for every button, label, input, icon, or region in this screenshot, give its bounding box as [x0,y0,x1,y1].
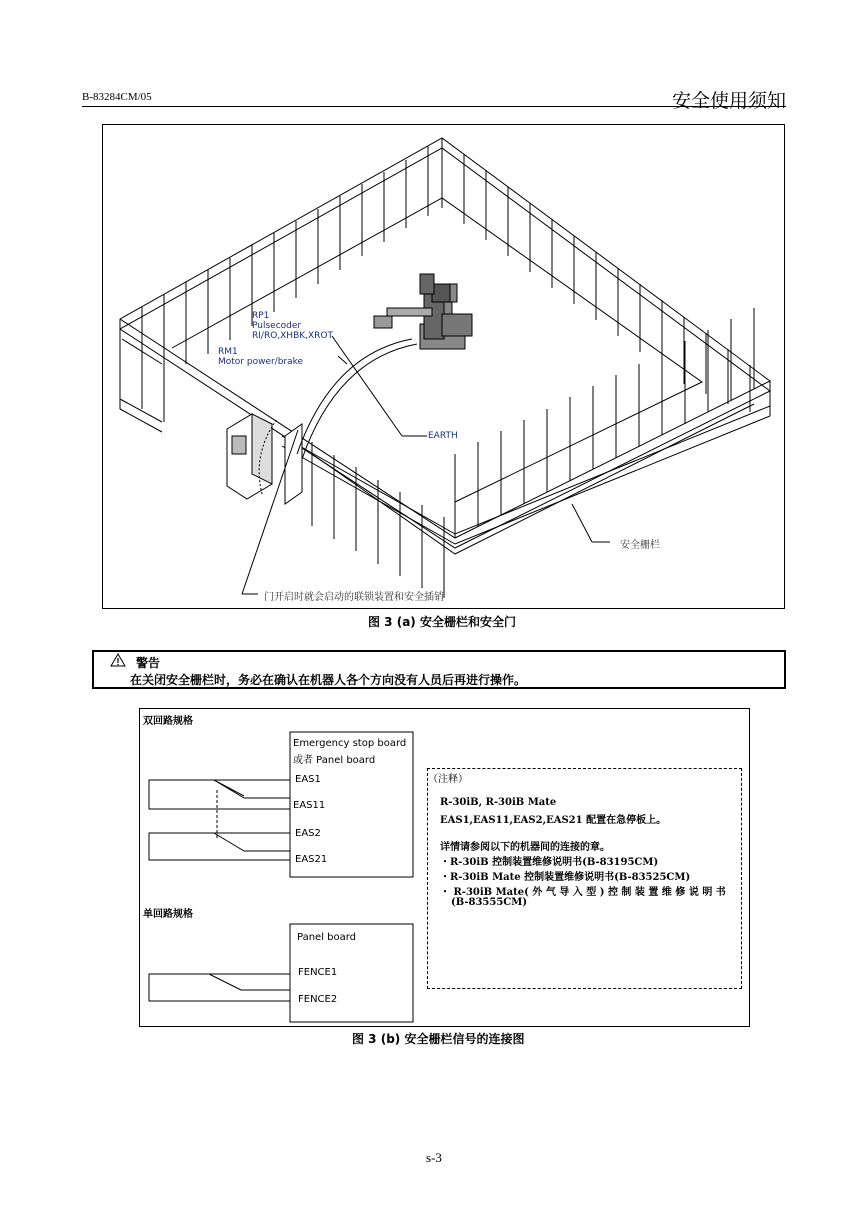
board2-title: Panel board [297,932,357,943]
board1-title: Emergency stop board [293,738,407,749]
warning-title: 警告 [136,656,161,670]
section-title: 安全使用须知 [671,90,786,112]
door-interlock-label: 门开启时就会启动的联锁装置和安全插销 [264,592,444,603]
note-line-7: (B-83555CM) [451,897,528,908]
pulsecoder-label: Pulsecoder [252,321,302,331]
rp1-signals-label: RI/RO,XHBK,XROT [252,331,334,341]
warning-text: 在关闭安全栅栏时，务必在确认在机器人各个方向没有人员后再进行操作。 [130,673,527,687]
figure-a-caption: 图 3 (a) 安全栅栏和安全门 [368,615,516,629]
eas2-label: EAS2 [295,828,321,839]
figure-b-caption: 图 3 (b) 安全栅栏信号的连接图 [352,1032,525,1046]
board1-subtitle: 或者 Panel board [293,755,376,766]
eas11-label: EAS11 [293,800,326,811]
note-line-1: R-30iB, R-30iB Mate [440,797,557,808]
note-title: （注释） [428,774,468,785]
rp1-label: RP1 [252,311,270,321]
motor-label: Motor power/brake [218,357,304,367]
note-line-2: EAS1,EAS11,EAS2,EAS21 配置在急停板上。 [440,815,667,826]
eas21-label: EAS21 [295,854,328,865]
eas1-label: EAS1 [295,774,321,785]
note-line-3: 详情请参阅以下的机器间的连接的章。 [440,842,610,853]
note-line-5: ・R-30iB Mate 控制装置维修说明书(B-83525CM) [440,872,691,883]
safety-fence-illustration [102,124,785,609]
document-number: B-83284CM/05 [82,91,152,103]
single-circuit-title: 单回路规格 [143,909,193,920]
rm1-label: RM1 [218,347,238,357]
page-number: s-3 [426,1150,442,1165]
earth-label: EARTH [428,431,458,441]
note-line-6: ・ R-30iB Mate( 外 气 导 入 型 ) 控 制 装 置 维 修 说 明 书 [440,887,726,898]
header-rule [82,106,786,107]
fence1-label: FENCE1 [298,967,338,978]
warning-triangle-icon [110,653,126,667]
fence-label: 安全栅栏 [620,540,660,551]
dual-circuit-title: 双回路规格 [143,716,193,727]
fence2-label: FENCE2 [298,994,338,1005]
note-line-4: ・R-30iB 控制装置维修说明书(B-83195CM) [440,857,659,868]
